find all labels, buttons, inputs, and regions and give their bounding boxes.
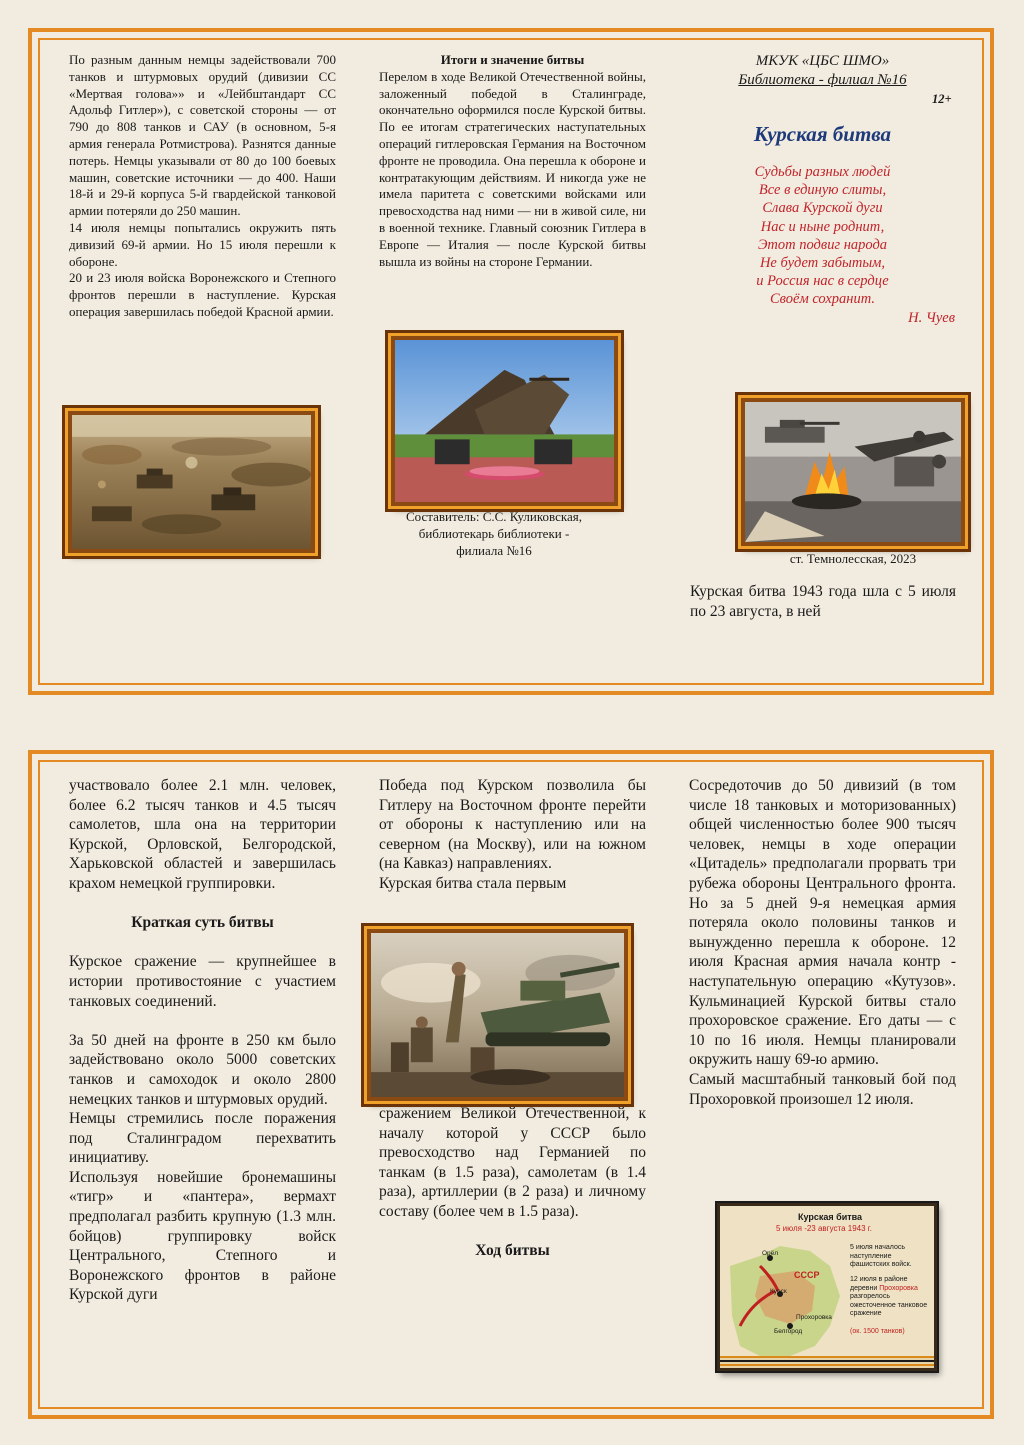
eternal-flame-image — [741, 398, 965, 546]
poem — [690, 163, 955, 309]
map-note-2 — [850, 1276, 932, 1319]
p2-left-column — [69, 776, 336, 1305]
age-rating: 12+ — [932, 92, 952, 106]
map-dates: 5 июля -23 августа 1943 г. — [776, 1224, 872, 1233]
p2-middle-column-top — [379, 776, 646, 894]
poem-line: Слава Курской дуги — [762, 200, 883, 217]
battle-map — [717, 1203, 937, 1371]
poem-line: и Россия нас в сердце — [756, 273, 889, 290]
place-year: ст. Темнолесская, 2023 — [789, 551, 917, 566]
p2-middle-column-bottom — [379, 1104, 646, 1261]
p1-left-para-3: 20 и 23 июля войска Воронежского и Степного фронтов перешли в наступление. Курская операция завершилась победой Красной армии. — [69, 270, 336, 319]
compiler-line-2: библиотекарь библиотеки - — [418, 525, 570, 541]
org-block — [690, 52, 955, 90]
compiler-line-1: Составитель: С.С. Куликовская, — [406, 509, 582, 524]
map-label-belgorod: Белгород — [774, 1328, 803, 1335]
p1-left-column — [69, 52, 336, 321]
map-title: Курская битва — [798, 1212, 863, 1222]
map-note-3: (ок. 1500 танков) — [850, 1328, 905, 1335]
p2-middle-para-1: Победа под Курском позволила бы Гитлеру на Восточном фронте перейти от обороны к наступлению или на северном (на Москву), или на южном (на Кавказ) направлениях. — [379, 777, 646, 873]
poem-line: Не будет забытым, — [759, 255, 886, 272]
p1-left-para-2: 14 июля немцы попытались окружить пять дивизий 69-й армии. Но 15 июля перешли к обороне. — [69, 219, 336, 269]
p1-results-heading: Итоги и значение битвы — [440, 52, 585, 67]
map-note-1: 5 июля началось наступление фашистских войск. — [850, 1244, 912, 1268]
p2-right-para-1: Сосредоточив до 50 дивизий (в том числе 18 танковых и моторизованных) общей численностью более 900 тысяч человек, немцы в ходе операции «Цитадель» предполагали прорвать три рубежа обороны Центрального фронта. Но за 5 дней 9-я немецкая армия потеряла около половины танков и вынужденно перешла к обороне. 12 июля Красная армия начала контр - наступательную операцию «Кутузов». Кульминацией Курской битвы стало прохоровское сражение. Его даты — с 10 по 16 июля. Немцы планировали окружить нашу 69-ю армию. — [689, 777, 956, 1069]
p2-left-para-1: участвовало более 2.1 млн. человек, более 6.2 тысяч танков и 4.5 тысяч самолетов, шла она на территории Курской, Орловской, Белгородской, Харьковской областей и завершилась крахом немецкой группировки. — [69, 777, 336, 892]
p2-left-para-5: Используя новейшие бронемашины «тигр» и «пантера», вермахт предполагал разбить крупную (1.3 млн. бойцов) группировку войск Центрального, Степного и Воронежского фронтов в районе Курской дуги — [69, 1168, 336, 1304]
tank-assault-painting — [367, 929, 628, 1101]
map-note-2b: Прохоровка — [879, 1284, 918, 1292]
poem-line: Своём сохранит. — [769, 291, 876, 308]
map-note-2c: разгорелось ожесточенное танковое сражение — [850, 1293, 928, 1317]
p2-right-para-2: Самый масштабный танковый бой под Прохоровкой произошел 12 июля. — [689, 1070, 956, 1108]
poem-line: Все в единую слиты, — [758, 182, 887, 199]
p2-middle-para-3: сражением Великой Отечественной, к началу которой у СССР было превосходство над Германией по танкам (в 1.5 раза), самолетам (в 1.4 раза), артиллерии (в 2 раза) и личному составу (более чем в 1.5 раза). — [379, 1105, 646, 1220]
p2-left-para-2: Курское сражение — крупнейшее в истории противостояние с участием танковых соединений. — [69, 953, 336, 1010]
map-note-2a: 12 июля в районе деревни — [850, 1276, 908, 1292]
org-line-2: Библиотека - филиал №16 — [738, 72, 907, 88]
p1-right-text: Курская битва 1943 года шла с 5 июля по 23 августа, в ней — [690, 583, 956, 620]
map-label-ussr: СССР — [794, 1270, 820, 1280]
p2-course-heading: Ход битвы — [475, 1242, 550, 1260]
poem-line: Судьбы разных людей — [754, 164, 891, 180]
poem-author: Н. Чуев — [908, 310, 955, 326]
p2-right-column — [689, 776, 956, 1109]
p1-middle-column — [379, 52, 646, 270]
p2-left-para-3: За 50 дней на фронте в 250 км было задействовано около 5000 советских танков и самоходок и около 2800 немецких танков и штурмовых орудий. — [69, 1031, 336, 1108]
compiler-line-3: филиала №16 — [456, 542, 532, 558]
poem-line: Этот подвиг народа — [757, 236, 888, 253]
map-label-orel: Орёл — [762, 1250, 779, 1257]
poem-line: Нас и ныне роднит, — [760, 218, 885, 235]
map-label-kursk: Курск — [770, 1288, 787, 1295]
p2-middle-para-2: Курская битва стала первым — [379, 874, 567, 892]
compiler-block — [379, 509, 609, 559]
map-label-prokhorovka: Прохоровка — [796, 1314, 832, 1321]
memorial-image — [391, 336, 618, 506]
p1-left-para-1: По разным данным немцы задействовали 700 танков и штурмовых орудий (дивизии СС «Мертвая голова»» и «Лейбштандарт СС Адольф Гитлер»), с советской стороны — от 790 до 808 танков и САУ (в основном, 5-я армия генерала Ротмистрова). Разнятся данные потерь. Немцы указывали от 80 до 100 боевых машин, советские источники — до 400. Наши 18-й и 29-й корпуса 5-й гвардейской танковой армии потеряли до 250 машин. — [69, 52, 336, 219]
p2-left-para-4: Немцы стремились после поражения под Сталинградом перехватить инициативу. — [69, 1110, 336, 1167]
panorama-battle-image — [68, 411, 315, 553]
p1-results-text: Перелом в ходе Великой Отечественной войны, заложенный победой в Сталинграде, окончательно оформился после Курской битвы. По ее итогам стратегических наступательных операций гитлеровская Германия на Восточном фронте не проводила. Она перешла к обороне и контратакующим действиям. И никогда уже не имела паритета с советскими войсками или превосходства над ними — ни в живой силе, ни в военной технике. Главный союзник Гитлера в Европе — Италия — после Курской битвы вышла из войны на стороне Германии. — [379, 68, 646, 269]
p2-summary-heading: Краткая суть битвы — [131, 914, 274, 932]
page-title: Курская битва — [753, 122, 892, 146]
org-line-1: МКУК «ЦБС ШМО» — [755, 53, 890, 69]
